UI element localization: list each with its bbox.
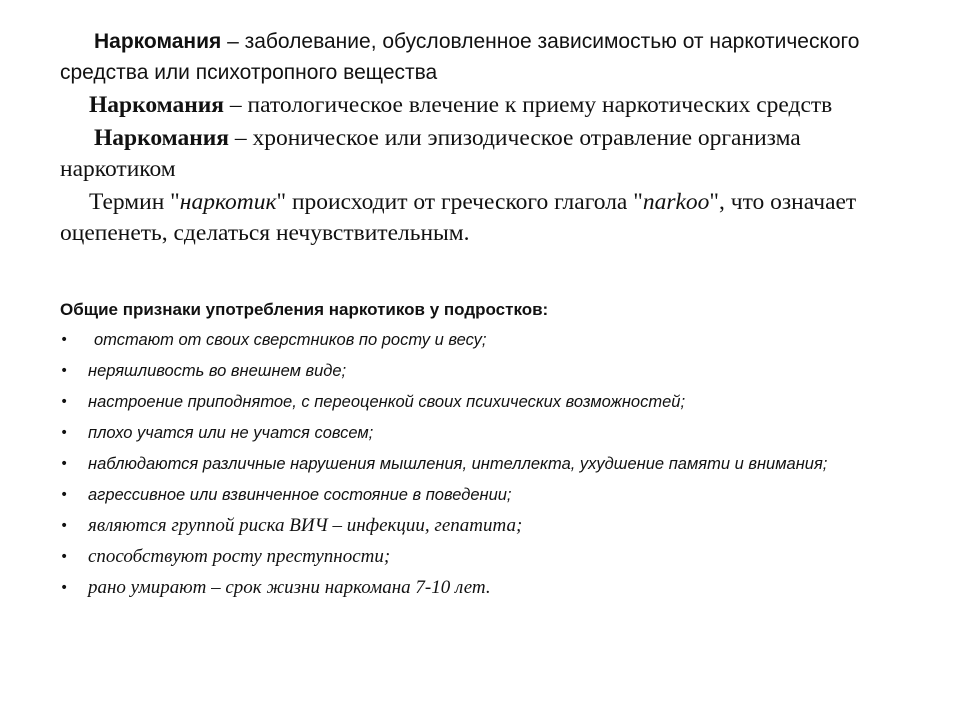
definitions-block [60, 26, 910, 249]
bullet-icon: • [60, 425, 69, 441]
etymology-word-narkotik: наркотик [179, 189, 277, 215]
definition-term: Наркомания [94, 125, 230, 151]
signs-section [60, 298, 920, 607]
list-item [60, 359, 920, 383]
definition-term: Наркомания [94, 30, 222, 53]
bullet-icon: • [60, 363, 69, 379]
definition-2 [60, 90, 910, 121]
definition-text: – заболевание, обусловленное зависимостью от наркотического средства или психотропного вещества [60, 30, 860, 84]
list-item [60, 390, 920, 414]
bullet-icon: • [60, 518, 69, 534]
list-item-text: плохо учатся или не учатся совсем; [88, 424, 374, 442]
list-item-text: рано умирают – срок жизни наркомана 7-10 лет. [88, 577, 491, 598]
bullet-icon: • [60, 332, 69, 348]
list-item [60, 514, 920, 538]
list-item-text: агрессивное или взвинченное состояние в поведении; [88, 486, 512, 504]
list-item [60, 483, 920, 507]
list-item-text: наблюдаются различные нарушения мышления, интеллекта, ухудшение памяти и внимания; [88, 455, 828, 473]
bullet-icon: • [60, 549, 69, 565]
definition-term: Наркомания [89, 92, 225, 118]
etymology-word-narkoo: narkoo [642, 189, 710, 215]
definition-text: – патологическое влечение к приему наркотических средств [224, 92, 833, 118]
definition-1 [60, 26, 910, 88]
list-item [60, 421, 920, 445]
etymology-prefix: Термин " [89, 189, 180, 215]
list-item-text: являются группой риска ВИЧ – инфекции, гепатита; [88, 515, 523, 536]
etymology-mid: " происходит от греческого глагола " [276, 189, 643, 215]
signs-list [60, 328, 920, 600]
list-item [60, 545, 920, 569]
list-item-text: отстают от своих сверстников по росту и весу; [94, 331, 487, 349]
bullet-icon: • [60, 394, 69, 410]
list-item-text: способствуют росту преступности; [88, 546, 391, 567]
list-item [60, 576, 920, 600]
list-item-text: настроение приподнятое, с переоценкой своих психических возможностей; [88, 393, 686, 411]
list-item [60, 328, 920, 352]
list-item-text: неряшливость во внешнем виде; [88, 362, 347, 380]
definition-3 [60, 123, 910, 185]
signs-heading: Общие признаки употребления наркотиков у подростков: [60, 300, 549, 319]
list-item [60, 452, 920, 476]
etymology-suffix: ", что означает оцепенеть, сделаться нечувствительным. [60, 189, 857, 246]
term-etymology [60, 187, 910, 249]
definition-text: – хроническое или эпизодическое отравление организма наркотиком [60, 125, 801, 182]
bullet-icon: • [60, 580, 69, 596]
bullet-icon: • [60, 456, 69, 472]
bullet-icon: • [60, 487, 69, 503]
